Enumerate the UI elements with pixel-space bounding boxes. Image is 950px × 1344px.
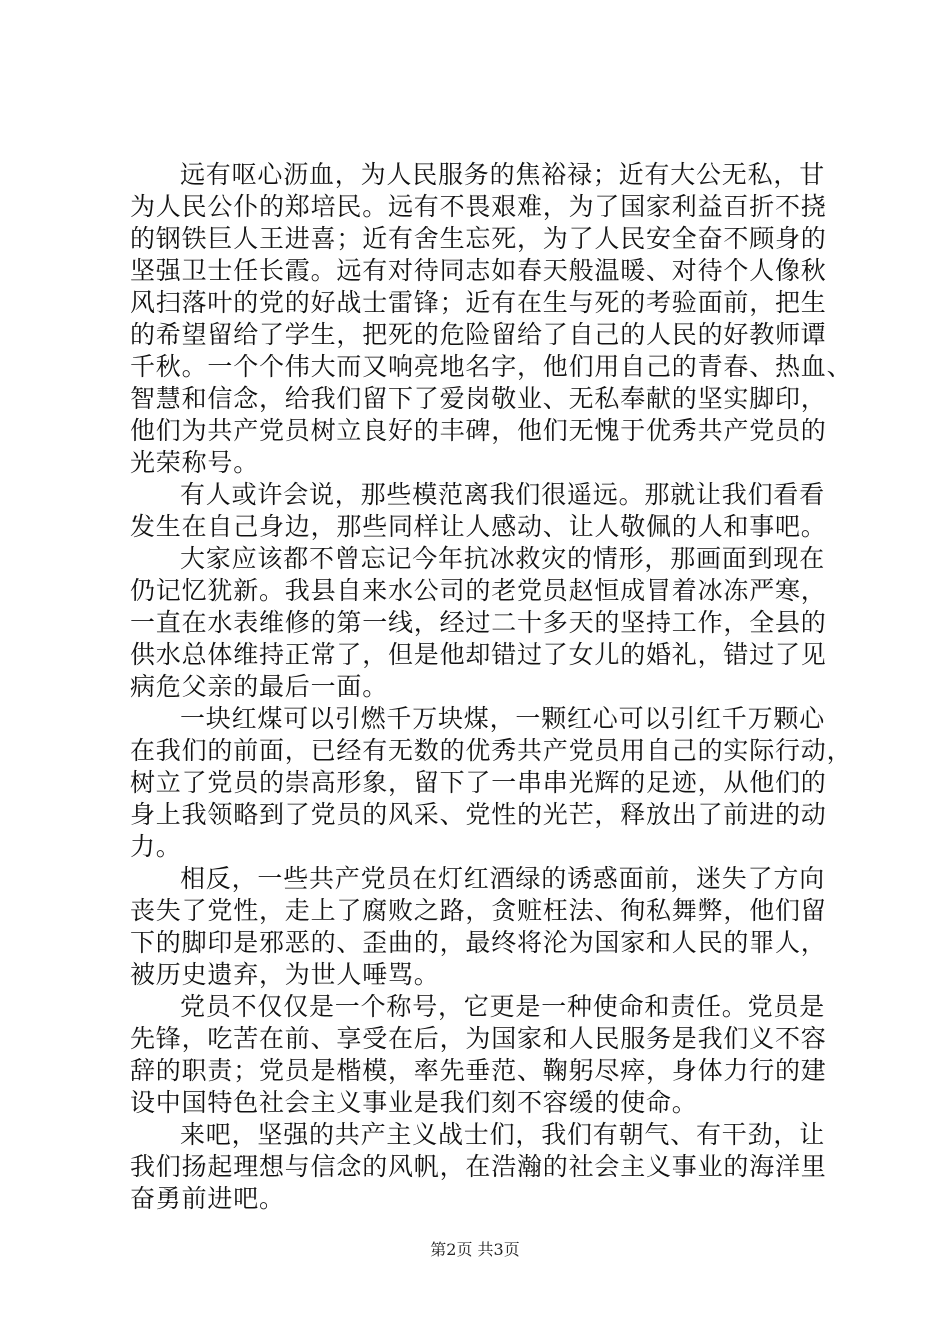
text-line: 远有呕心沥血，为人民服务的焦裕禄；近有大公无私，甘: [180, 160, 826, 189]
text-line: 来吧，坚强的共产主义战士们，我们有朝气、有干劲，让: [180, 1120, 826, 1149]
text-line: 下的脚印是邪恶的、歪曲的，最终将沦为国家和人民的罪人，: [130, 928, 827, 957]
text-line: 在我们的前面，已经有无数的优秀共产党员用自己的实际行动，: [130, 736, 853, 765]
text-line: 病危父亲的最后一面。: [130, 672, 389, 701]
text-line: 他们为共产党员树立良好的丰碑，他们无愧于优秀共产党员的: [130, 416, 827, 445]
text-line: 奋勇前进吧。: [130, 1184, 285, 1213]
text-line: 的钢铁巨人王进喜；近有舍生忘死，为了人民安全奋不顾身的: [130, 224, 827, 253]
text-line: 树立了党员的崇高形象，留下了一串串光辉的足迹，从他们的: [130, 768, 827, 797]
text-line: 党员不仅仅是一个称号，它更是一种使命和责任。党员是: [180, 992, 826, 1021]
text-line: 发生在自己身边，那些同样让人感动、让人敬佩的人和事吧。: [130, 512, 827, 541]
text-line: 一直在水表维修的第一线，经过二十多天的坚持工作，全县的: [130, 608, 827, 637]
text-line: 仍记忆犹新。我县自来水公司的老党员赵恒成冒着冰冻严寒，: [130, 576, 827, 605]
text-line: 我们扬起理想与信念的风帆，在浩瀚的社会主义事业的海洋里: [130, 1152, 827, 1181]
text-line: 先锋，吃苦在前、享受在后，为国家和人民服务是我们义不容: [130, 1024, 827, 1053]
text-line: 一块红煤可以引燃千万块煤，一颗红心可以引红千万颗心: [180, 704, 826, 733]
text-line: 大家应该都不曾忘记今年抗冰救灾的情形，那画面到现在: [180, 544, 826, 573]
text-line: 有人或许会说，那些模范离我们很遥远。那就让我们看看: [180, 480, 826, 509]
text-line: 智慧和信念，给我们留下了爱岗敬业、无私奉献的坚实脚印，: [130, 384, 827, 413]
text-line: 风扫落叶的党的好战士雷锋；近有在生与死的考验面前，把生: [130, 288, 827, 317]
text-line: 千秋。一个个伟大而又响亮地名字，他们用自己的青春、热血、: [130, 352, 853, 381]
text-line: 坚强卫士任长霞。远有对待同志如春天般温暖、对待个人像秋: [130, 256, 827, 285]
text-line: 辞的职责；党员是楷模，率先垂范、鞠躬尽瘁，身体力行的建: [130, 1056, 827, 1085]
text-line: 为人民公仆的郑培民。远有不畏艰难，为了国家利益百折不挠: [130, 192, 827, 221]
text-line: 丧失了党性，走上了腐败之路，贪赃枉法、徇私舞弊，他们留: [130, 896, 827, 925]
text-line: 的希望留给了学生，把死的危险留给了自己的人民的好教师谭: [130, 320, 827, 349]
text-line: 相反，一些共产党员在灯红酒绿的诱惑面前，迷失了方向: [180, 864, 826, 893]
page-number-footer: 第2页 共3页: [430, 1240, 520, 1259]
text-line: 被历史遗弃，为世人唾骂。: [130, 960, 440, 989]
text-line: 力。: [130, 832, 182, 861]
text-line: 光荣称号。: [130, 448, 260, 477]
text-line: 身上我领略到了党员的风采、党性的光芒，释放出了前进的动: [130, 800, 827, 829]
text-line: 设中国特色社会主义事业是我们刻不容缓的使命。: [130, 1088, 698, 1117]
text-line: 供水总体维持正常了，但是他却错过了女儿的婚礼，错过了见: [130, 640, 827, 669]
